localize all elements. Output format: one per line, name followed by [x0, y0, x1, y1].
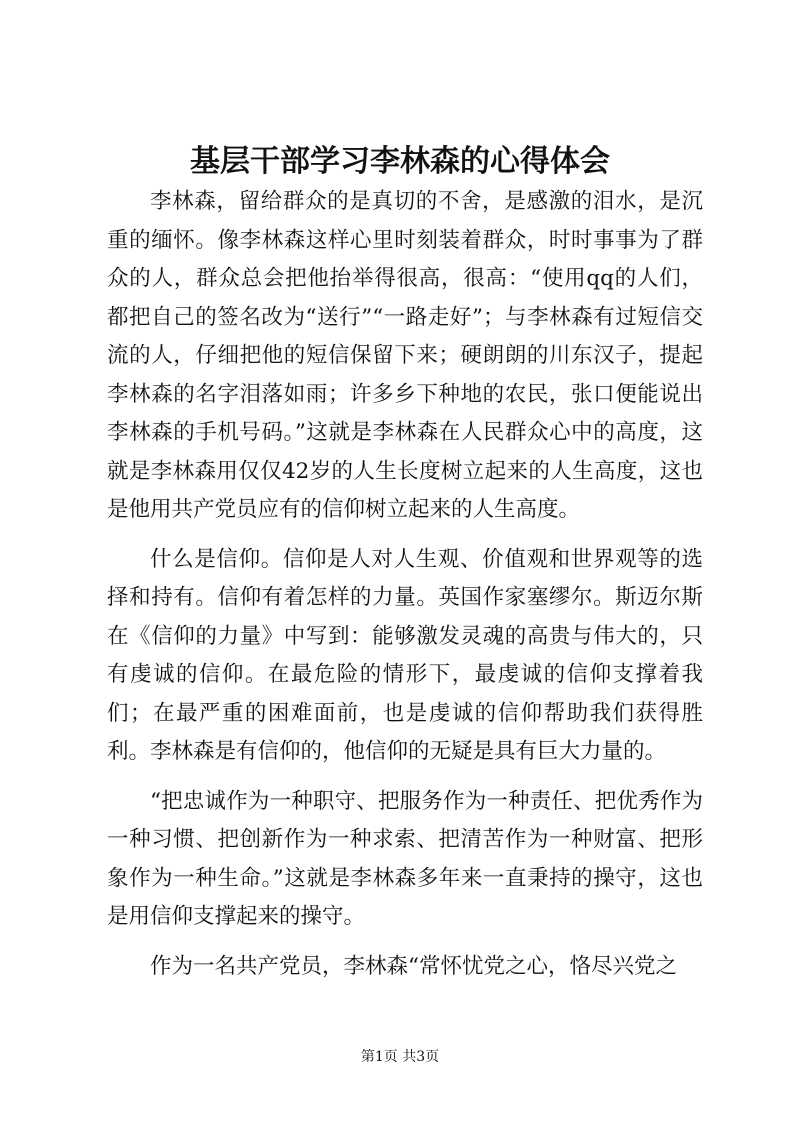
document-body: [107, 183, 703, 997]
paragraph: 作为一名共产党员，李林森“常怀忧党之心，恪尽兴党之: [150, 953, 677, 979]
paragraph: “把忠诚作为一种职守、把服务作为一种责任、把优秀作为一种习惯、把创新作为一种求索、把清苦作为一种财富、把形象作为一种生命。”这就是李林森多年来一直秉持的操守，这也是用信仰支撑起来的操守。: [107, 788, 703, 929]
paragraph: 李林森，留给群众的是真切的不舍，是感激的泪水，是沉重的缅怀。像李林森这样心里时刻装着群众，时时事事为了群众的人，群众总会把他抬举得很高，很高：“使用qq的人们，都把自己的签名改为“送行”“一路走好”；与李林森有过短信交流的人，仔细把他的短信保留下来；硬朗朗的川东汉子，提起李林森的名字泪落如雨；许多乡下种地的农民，张口便能说出李林森的手机号码。”这就是李林森在人民群众心中的高度，这就是李林森用仅仅42岁的人生长度树立起来的人生高度，这也是他用共产党员应有的信仰树立起来的人生高度。: [107, 189, 703, 522]
document-title: 基层干部学习李林森的心得体会: [190, 144, 610, 179]
page-footer: 第1页 共3页: [360, 1049, 440, 1065]
paragraph: 什么是信仰。信仰是人对人生观、价值观和世界观等的选择和持有。信仰有着怎样的力量。英国作家塞缪尔。斯迈尔斯在《信仰的力量》中写到：能够激发灵魂的高贵与伟大的，只有虔诚的信仰。在最危险的情形下，最虔诚的信仰支撑着我们；在最严重的困难面前，也是虔诚的信仰帮助我们获得胜利。李林森是有信仰的，他信仰的无疑是具有巨大力量的。: [107, 546, 703, 764]
